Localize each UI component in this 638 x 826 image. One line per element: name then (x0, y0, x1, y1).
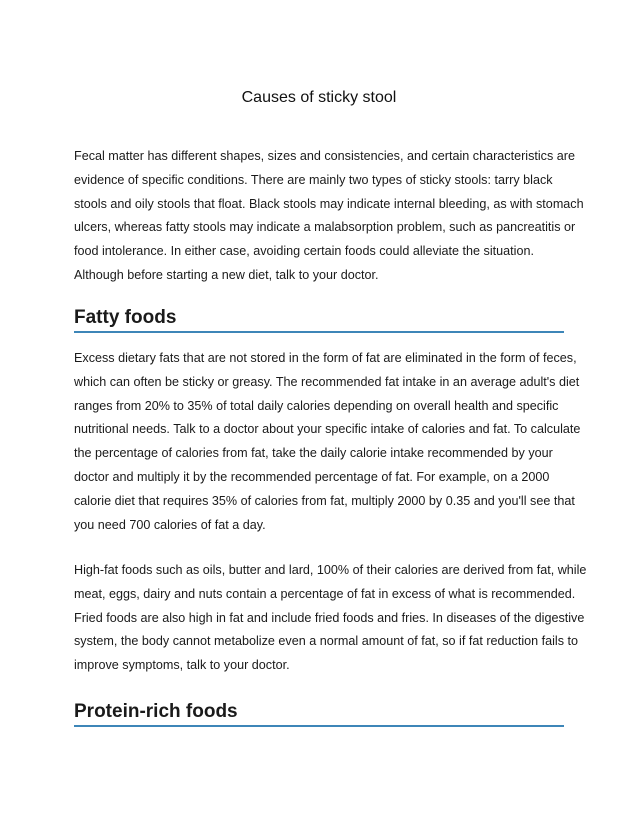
fatty-foods-paragraph-1 (74, 347, 581, 537)
text-line: calorie diet that requires 35% of calories from fat, multiply 2000 by 0.35 and you'll see that (74, 493, 575, 508)
text-line: stools and oily stools that float. Black stools may indicate internal bleeding, as with stomach (74, 196, 584, 211)
fatty-foods-paragraph-2 (74, 559, 587, 678)
text-line: Excess dietary fats that are not stored in the form of fat are eliminated in the form of feces, (74, 351, 577, 365)
text-line: Fried foods are also high in fat and include fried foods and fries. In diseases of the digestive (74, 610, 585, 625)
text-line: you need 700 calories of fat a day. (74, 517, 266, 532)
section-heading-protein-rich-foods: Protein-rich foods (74, 700, 564, 727)
text-line: Fecal matter has different shapes, sizes and consistencies, and certain characteristics are (74, 149, 575, 163)
document-title: Causes of sticky stool (241, 89, 397, 106)
text-line: High-fat foods such as oils, butter and lard, 100% of their calories are derived from fat, while (74, 563, 587, 577)
intro-paragraph (74, 145, 584, 288)
text-line: the percentage of calories from fat, take the daily calorie intake recommended by your (74, 446, 553, 461)
text-line: ranges from 20% to 35% of total daily calories depending on overall health and specific (74, 398, 559, 413)
text-line: food intolerance. In either case, avoiding certain foods could alleviate the situation. (74, 244, 534, 259)
text-line: nutritional needs. Talk to a doctor about your specific intake of calories and fat. To calculate (74, 422, 581, 437)
text-line: system, the body cannot metabolize even a normal amount of fat, so if fat reduction fails to (74, 634, 579, 649)
text-line: Although before starting a new diet, talk to your doctor. (74, 267, 379, 282)
section-heading-fatty-foods: Fatty foods (74, 306, 564, 333)
text-line: improve symptoms, talk to your doctor. (74, 658, 290, 673)
text-line: meat, eggs, dairy and nuts contain a percentage of fat in excess of what is recommended. (74, 586, 576, 601)
text-line: which can often be sticky or greasy. The recommended fat intake in an average adult's diet (74, 374, 580, 389)
text-line: doctor and multiply it by the recommended percentage of fat. For example, on a 2000 (74, 469, 550, 484)
text-line: evidence of specific conditions. There are mainly two types of sticky stools: tarry black (74, 172, 553, 187)
text-line: ulcers, whereas fatty stools may indicate a malabsorption problem, such as pancreatitis or (74, 220, 576, 235)
